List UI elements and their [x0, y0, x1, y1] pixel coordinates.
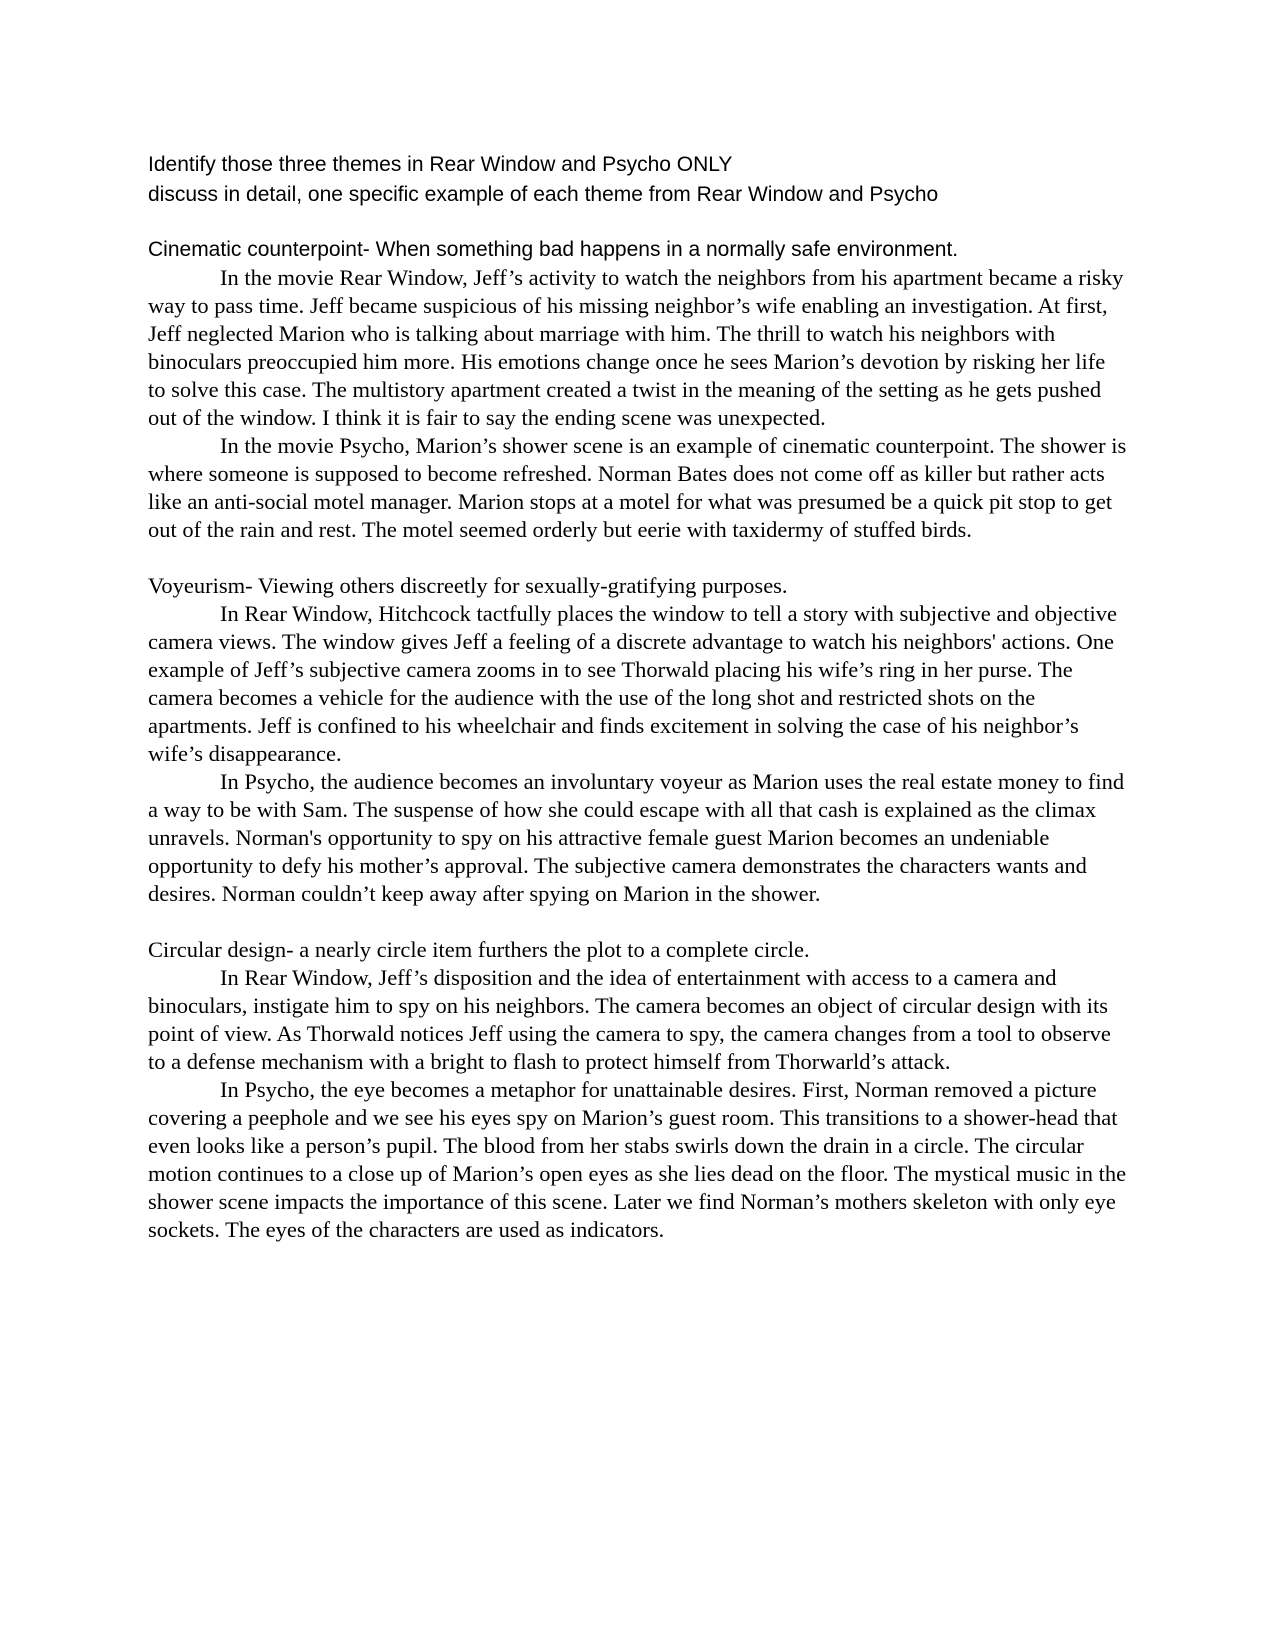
section-heading-voyeurism: Voyeurism- Viewing others discreetly for sexually-gratifying purposes.: [148, 573, 788, 598]
section-heading-circular-design: Circular design- a nearly circle item furthers the plot to a complete circle.: [148, 937, 810, 962]
prompt-line-1: Identify those three themes in Rear Window and Psycho ONLY: [148, 153, 733, 176]
document-page: [148, 150, 1128, 1244]
paragraph-rear-window-counterpoint: In the movie Rear Window, Jeff’s activity to watch the neighbors from his apartment became a risky way to pass time. Jeff became suspicious of his missing neighbor’s wife enabling an investigation. At first, Jeff neglected Marion who is talking about marriage with him. The thrill to watch his neighbors with binoculars preoccupied him more. His emotions change once he sees Marion’s devotion by risking her life to solve this case. The multistory apartment created a twist in the meaning of the setting as he gets pushed out of the window. I think it is fair to say the ending scene was unexpected.: [148, 265, 1124, 430]
paragraph-psycho-voyeurism: In Psycho, the audience becomes an involuntary voyeur as Marion uses the real estate money to find a way to be with Sam. The suspense of how she could escape with all that cash is explained as the climax unravels. Norman's opportunity to spy on his attractive female guest Marion becomes an undeniable opportunity to defy his mother’s approval. The subjective camera demonstrates the characters wants and desires. Norman couldn’t keep away after spying on Marion in the shower.: [148, 769, 1125, 906]
paragraph-psycho-counterpoint: In the movie Psycho, Marion’s shower scene is an example of cinematic counterpoint. The shower is where someone is supposed to become refreshed. Norman Bates does not come off as killer but rather acts like an anti-social motel manager. Marion stops at a motel for what was presumed be a quick pit stop to get out of the rain and rest. The motel seemed orderly but eerie with taxidermy of stuffed birds.: [148, 433, 1127, 542]
paragraph-rear-window-circular: In Rear Window, Jeff’s disposition and the idea of entertainment with access to a camera and binoculars, instigate him to spy on his neighbors. The camera becomes an object of circular design with its point of view. As Thorwald notices Jeff using the camera to spy, the camera changes from a tool to observe to a defense mechanism with a bright to flash to protect himself from Thorwarld’s attack.: [148, 965, 1111, 1074]
assignment-prompt: [148, 150, 1128, 210]
prompt-line-2: discuss in detail, one specific example of each theme from Rear Window and Psycho: [148, 183, 939, 206]
paragraph-rear-window-voyeurism: In Rear Window, Hitchcock tactfully places the window to tell a story with subjective and objective camera views. The window gives Jeff a feeling of a discrete advantage to watch his neighbors' actions. One example of Jeff’s subjective camera zooms in to see Thorwald placing his wife’s ring in her purse. The camera becomes a vehicle for the audience with the use of the long shot and restricted shots on the apartments. Jeff is confined to his wheelchair and finds excitement in solving the case of his neighbor’s wife’s disappearance.: [148, 601, 1117, 766]
section-heading-cinematic-counterpoint: Cinematic counterpoint- When something bad happens in a normally safe environment.: [148, 238, 959, 261]
section-voyeurism: [148, 572, 1128, 908]
paragraph-psycho-circular: In Psycho, the eye becomes a metaphor for unattainable desires. First, Norman removed a picture covering a peephole and we see his eyes spy on Marion’s guest room. This transitions to a shower-head that even looks like a person’s pupil. The blood from her stabs swirls down the drain in a circle. The circular motion continues to a close up of Marion’s open eyes as she lies dead on the floor. The mystical music in the shower scene impacts the importance of this scene. Later we find Norman’s mothers skeleton with only eye sockets. The eyes of the characters are used as indicators.: [148, 1077, 1127, 1242]
section-cinematic-counterpoint: [148, 236, 1128, 544]
section-circular-design: [148, 936, 1128, 1244]
